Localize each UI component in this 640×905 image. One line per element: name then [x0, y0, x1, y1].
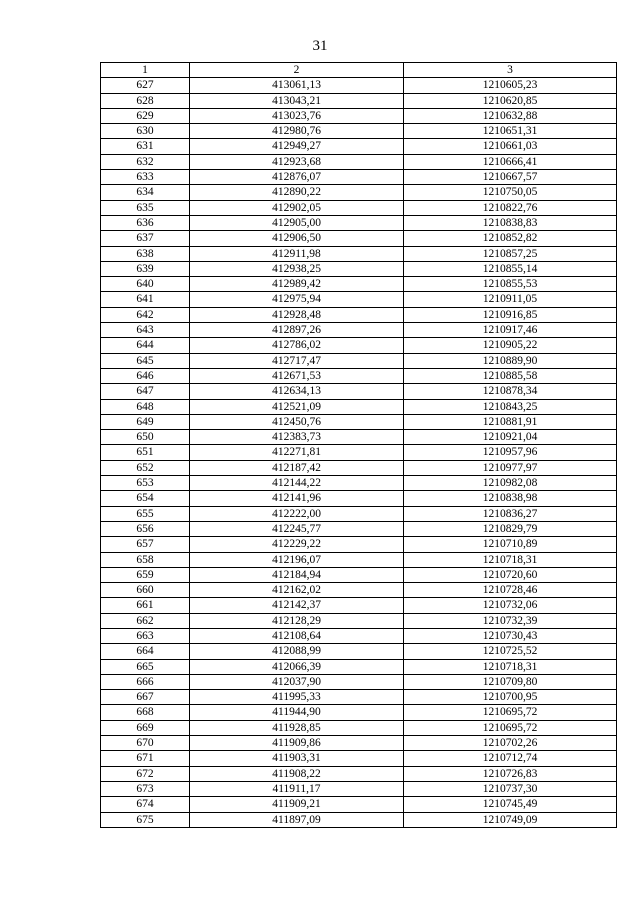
x-coordinate-cell: 412923,68	[190, 154, 404, 169]
table-row	[101, 705, 617, 720]
table-row	[101, 338, 617, 353]
x-coordinate-cell: 412222,00	[190, 506, 404, 521]
point-number-cell: 672	[101, 766, 190, 781]
x-coordinate-cell: 413061,13	[190, 78, 404, 93]
point-number-cell: 630	[101, 124, 190, 139]
point-number-cell: 645	[101, 353, 190, 368]
x-coordinate-cell: 412902,05	[190, 200, 404, 215]
table-row	[101, 154, 617, 169]
x-coordinate-cell: 412975,94	[190, 292, 404, 307]
point-number-cell: 632	[101, 154, 190, 169]
x-coordinate-cell: 412989,42	[190, 277, 404, 292]
y-coordinate-cell: 1210917,46	[404, 323, 617, 338]
table-row	[101, 644, 617, 659]
x-coordinate-cell: 412187,42	[190, 460, 404, 475]
y-coordinate-cell: 1210695,72	[404, 720, 617, 735]
table-row	[101, 277, 617, 292]
y-coordinate-cell: 1210667,57	[404, 170, 617, 185]
table-row	[101, 200, 617, 215]
table-row	[101, 78, 617, 93]
y-coordinate-cell: 1210916,85	[404, 307, 617, 322]
point-number-cell: 659	[101, 567, 190, 582]
x-coordinate-cell: 413043,21	[190, 93, 404, 108]
y-coordinate-cell: 1210718,31	[404, 659, 617, 674]
y-coordinate-cell: 1210695,72	[404, 705, 617, 720]
x-coordinate-cell: 412245,77	[190, 521, 404, 536]
point-number-cell: 674	[101, 797, 190, 812]
x-coordinate-cell: 412108,64	[190, 628, 404, 643]
y-coordinate-cell: 1210720,60	[404, 567, 617, 582]
x-coordinate-cell: 412196,07	[190, 552, 404, 567]
table-row	[101, 812, 617, 827]
point-number-cell: 635	[101, 200, 190, 215]
point-number-cell: 665	[101, 659, 190, 674]
point-number-cell: 669	[101, 720, 190, 735]
y-coordinate-cell: 1210838,98	[404, 491, 617, 506]
y-coordinate-cell: 1210822,76	[404, 200, 617, 215]
x-coordinate-cell: 412450,76	[190, 414, 404, 429]
column-header-1: 1	[101, 63, 190, 78]
point-number-cell: 651	[101, 445, 190, 460]
x-coordinate-cell: 412066,39	[190, 659, 404, 674]
y-coordinate-cell: 1210745,49	[404, 797, 617, 812]
table-row	[101, 491, 617, 506]
x-coordinate-cell: 412271,81	[190, 445, 404, 460]
table-row	[101, 537, 617, 552]
x-coordinate-cell: 411903,31	[190, 751, 404, 766]
table-row	[101, 766, 617, 781]
point-number-cell: 646	[101, 368, 190, 383]
point-number-cell: 640	[101, 277, 190, 292]
table-row	[101, 170, 617, 185]
point-number-cell: 642	[101, 307, 190, 322]
y-coordinate-cell: 1210661,03	[404, 139, 617, 154]
y-coordinate-cell: 1210718,31	[404, 552, 617, 567]
y-coordinate-cell: 1210881,91	[404, 414, 617, 429]
table-row	[101, 506, 617, 521]
y-coordinate-cell: 1210855,14	[404, 261, 617, 276]
y-coordinate-cell: 1210732,39	[404, 613, 617, 628]
point-number-cell: 639	[101, 261, 190, 276]
y-coordinate-cell: 1210702,26	[404, 736, 617, 751]
point-number-cell: 641	[101, 292, 190, 307]
y-coordinate-cell: 1210857,25	[404, 246, 617, 261]
table-row	[101, 552, 617, 567]
y-coordinate-cell: 1210878,34	[404, 384, 617, 399]
point-number-cell: 656	[101, 521, 190, 536]
y-coordinate-cell: 1210712,74	[404, 751, 617, 766]
table-row	[101, 659, 617, 674]
point-number-cell: 654	[101, 491, 190, 506]
point-number-cell: 631	[101, 139, 190, 154]
y-coordinate-cell: 1210982,08	[404, 476, 617, 491]
y-coordinate-cell: 1210632,88	[404, 108, 617, 123]
point-number-cell: 653	[101, 476, 190, 491]
y-coordinate-cell: 1210737,30	[404, 781, 617, 796]
point-number-cell: 633	[101, 170, 190, 185]
x-coordinate-cell: 412905,00	[190, 215, 404, 230]
table-row	[101, 476, 617, 491]
x-coordinate-cell: 412938,25	[190, 261, 404, 276]
x-coordinate-cell: 412634,13	[190, 384, 404, 399]
table-row	[101, 399, 617, 414]
table-row	[101, 246, 617, 261]
y-coordinate-cell: 1210977,97	[404, 460, 617, 475]
point-number-cell: 663	[101, 628, 190, 643]
table-row	[101, 720, 617, 735]
x-coordinate-cell: 412897,26	[190, 323, 404, 338]
point-number-cell: 629	[101, 108, 190, 123]
y-coordinate-cell: 1210750,05	[404, 185, 617, 200]
table-row	[101, 430, 617, 445]
point-number-cell: 673	[101, 781, 190, 796]
x-coordinate-cell: 412876,07	[190, 170, 404, 185]
table-row	[101, 751, 617, 766]
table-row	[101, 384, 617, 399]
y-coordinate-cell: 1210666,41	[404, 154, 617, 169]
table-row	[101, 307, 617, 322]
table-row	[101, 598, 617, 613]
point-number-cell: 636	[101, 215, 190, 230]
point-number-cell: 670	[101, 736, 190, 751]
y-coordinate-cell: 1210889,90	[404, 353, 617, 368]
y-coordinate-cell: 1210885,58	[404, 368, 617, 383]
point-number-cell: 671	[101, 751, 190, 766]
y-coordinate-cell: 1210726,83	[404, 766, 617, 781]
x-coordinate-cell: 413023,76	[190, 108, 404, 123]
x-coordinate-cell: 412088,99	[190, 644, 404, 659]
x-coordinate-cell: 411911,17	[190, 781, 404, 796]
table-row	[101, 231, 617, 246]
table-row	[101, 292, 617, 307]
x-coordinate-cell: 412184,94	[190, 567, 404, 582]
table-body	[101, 78, 617, 828]
point-number-cell: 627	[101, 78, 190, 93]
x-coordinate-cell: 411909,21	[190, 797, 404, 812]
x-coordinate-cell: 412229,22	[190, 537, 404, 552]
y-coordinate-cell: 1210725,52	[404, 644, 617, 659]
x-coordinate-cell: 412037,90	[190, 674, 404, 689]
table-row	[101, 781, 617, 796]
table-row	[101, 215, 617, 230]
table-row	[101, 139, 617, 154]
y-coordinate-cell: 1210749,09	[404, 812, 617, 827]
y-coordinate-cell: 1210843,25	[404, 399, 617, 414]
table-row	[101, 628, 617, 643]
page-number: 31	[312, 38, 328, 54]
x-coordinate-cell: 412906,50	[190, 231, 404, 246]
x-coordinate-cell: 411908,22	[190, 766, 404, 781]
table-row	[101, 674, 617, 689]
y-coordinate-cell: 1210651,31	[404, 124, 617, 139]
y-coordinate-cell: 1210829,79	[404, 521, 617, 536]
table-row	[101, 445, 617, 460]
x-coordinate-cell: 412162,02	[190, 583, 404, 598]
table-row	[101, 460, 617, 475]
point-number-cell: 664	[101, 644, 190, 659]
y-coordinate-cell: 1210957,96	[404, 445, 617, 460]
point-number-cell: 650	[101, 430, 190, 445]
point-number-cell: 662	[101, 613, 190, 628]
point-number-cell: 647	[101, 384, 190, 399]
x-coordinate-cell: 412383,73	[190, 430, 404, 445]
y-coordinate-cell: 1210838,83	[404, 215, 617, 230]
point-number-cell: 643	[101, 323, 190, 338]
table-row	[101, 323, 617, 338]
table-row	[101, 690, 617, 705]
table-row	[101, 368, 617, 383]
column-header-3: 3	[404, 63, 617, 78]
y-coordinate-cell: 1210710,89	[404, 537, 617, 552]
y-coordinate-cell: 1210836,27	[404, 506, 617, 521]
point-number-cell: 637	[101, 231, 190, 246]
column-header-2: 2	[190, 63, 404, 78]
x-coordinate-cell: 411909,86	[190, 736, 404, 751]
point-number-cell: 648	[101, 399, 190, 414]
table-row	[101, 567, 617, 582]
table-row	[101, 521, 617, 536]
x-coordinate-cell: 412521,09	[190, 399, 404, 414]
x-coordinate-cell: 412671,53	[190, 368, 404, 383]
x-coordinate-cell: 411928,85	[190, 720, 404, 735]
x-coordinate-cell: 411944,90	[190, 705, 404, 720]
x-coordinate-cell: 412128,29	[190, 613, 404, 628]
y-coordinate-cell: 1210911,05	[404, 292, 617, 307]
y-coordinate-cell: 1210921,04	[404, 430, 617, 445]
x-coordinate-cell: 411995,33	[190, 690, 404, 705]
y-coordinate-cell: 1210709,80	[404, 674, 617, 689]
point-number-cell: 675	[101, 812, 190, 827]
y-coordinate-cell: 1210855,53	[404, 277, 617, 292]
table-row	[101, 414, 617, 429]
table-row	[101, 613, 617, 628]
table-row	[101, 185, 617, 200]
y-coordinate-cell: 1210728,46	[404, 583, 617, 598]
table-row	[101, 797, 617, 812]
y-coordinate-cell: 1210852,82	[404, 231, 617, 246]
x-coordinate-cell: 412890,22	[190, 185, 404, 200]
table-header-row	[101, 63, 617, 78]
table-row	[101, 93, 617, 108]
x-coordinate-cell: 412980,76	[190, 124, 404, 139]
point-number-cell: 638	[101, 246, 190, 261]
x-coordinate-cell: 412142,37	[190, 598, 404, 613]
y-coordinate-cell: 1210605,23	[404, 78, 617, 93]
x-coordinate-cell: 411897,09	[190, 812, 404, 827]
y-coordinate-cell: 1210732,06	[404, 598, 617, 613]
table-row	[101, 736, 617, 751]
point-number-cell: 668	[101, 705, 190, 720]
x-coordinate-cell: 412786,02	[190, 338, 404, 353]
point-number-cell: 628	[101, 93, 190, 108]
y-coordinate-cell: 1210905,22	[404, 338, 617, 353]
table-row	[101, 261, 617, 276]
point-number-cell: 661	[101, 598, 190, 613]
point-number-cell: 652	[101, 460, 190, 475]
table-row	[101, 353, 617, 368]
table-row	[101, 124, 617, 139]
point-number-cell: 660	[101, 583, 190, 598]
point-number-cell: 655	[101, 506, 190, 521]
point-number-cell: 644	[101, 338, 190, 353]
coordinates-table	[100, 62, 617, 828]
y-coordinate-cell: 1210730,43	[404, 628, 617, 643]
point-number-cell: 634	[101, 185, 190, 200]
point-number-cell: 649	[101, 414, 190, 429]
x-coordinate-cell: 412141,96	[190, 491, 404, 506]
x-coordinate-cell: 412928,48	[190, 307, 404, 322]
point-number-cell: 667	[101, 690, 190, 705]
point-number-cell: 658	[101, 552, 190, 567]
y-coordinate-cell: 1210620,85	[404, 93, 617, 108]
x-coordinate-cell: 412144,22	[190, 476, 404, 491]
point-number-cell: 666	[101, 674, 190, 689]
y-coordinate-cell: 1210700,95	[404, 690, 617, 705]
point-number-cell: 657	[101, 537, 190, 552]
x-coordinate-cell: 412949,27	[190, 139, 404, 154]
x-coordinate-cell: 412911,98	[190, 246, 404, 261]
table-row	[101, 108, 617, 123]
x-coordinate-cell: 412717,47	[190, 353, 404, 368]
table-row	[101, 583, 617, 598]
